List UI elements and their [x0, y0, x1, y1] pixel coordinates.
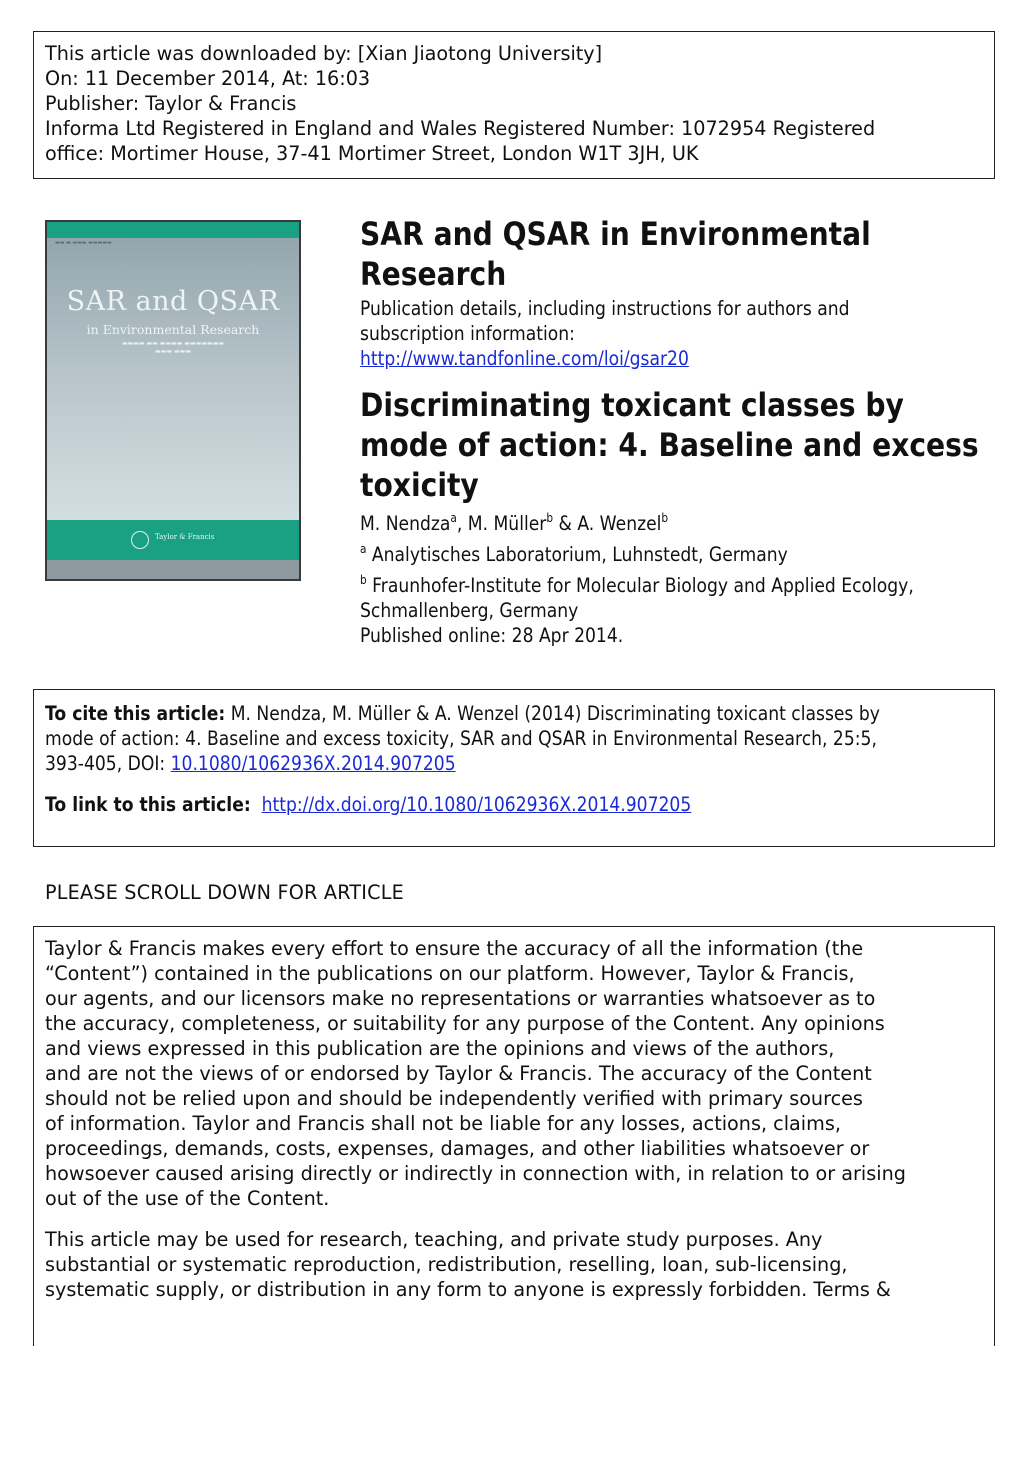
cover-issue-text: ▬▬ ▬ ▬▬▬ ▬▬▬▬▬ [55, 240, 112, 246]
article-title: Discriminating toxicant classes by mode of action: 4. Baseline and excess toxicity [360, 386, 979, 504]
author-name: , M. Müller [456, 512, 547, 535]
affil-text: Schmallenberg, Germany [360, 599, 579, 622]
cover-top-band [47, 222, 299, 238]
citation-box [33, 689, 995, 847]
journal-title: SAR and QSAR in Environmental Research [360, 215, 871, 293]
cite-text: 393-405, DOI: [45, 752, 171, 775]
author-name: & A. Wenzel [553, 512, 662, 535]
author-list [360, 511, 994, 536]
publisher-logo-icon [131, 531, 149, 549]
download-line: Publisher: Taylor & Francis [45, 92, 297, 115]
author-affil-sup: a [450, 511, 457, 525]
cover-bottom-band [47, 520, 299, 560]
disclaimer-box [33, 926, 995, 1346]
cover-publisher: Taylor & Francis [155, 533, 215, 541]
details-line: subscription information: [360, 322, 575, 345]
article-url-link[interactable]: http://dx.doi.org/10.1080/1062936X.2014.907205 [261, 793, 692, 816]
details-line: Publication details, including instructions for authors and [360, 297, 850, 320]
download-line: Informa Ltd Registered in England and Wales Registered Number: 1072954 Registered [45, 117, 876, 140]
article-link-row [45, 792, 978, 817]
author-affil-sup: b [661, 511, 669, 525]
download-line: This article was downloaded by: [Xian Jiaotong University] [45, 42, 603, 65]
published-date: Published online: 28 Apr 2014. [360, 624, 624, 647]
affil-sup: a [360, 542, 367, 556]
doi-link[interactable]: 10.1080/1062936X.2014.907205 [170, 752, 456, 775]
download-info-box [33, 31, 995, 179]
cite-text: M. Nendza, M. Müller & A. Wenzel (2014) Discriminating toxicant classes by [225, 702, 880, 725]
affil-text: Analytisches Laboratorium, Luhnstedt, Germany [366, 543, 788, 566]
author-affil-sup: b [546, 511, 554, 525]
authors-block [360, 511, 994, 648]
publication-details [360, 296, 994, 371]
cover-base-band [47, 560, 299, 581]
cover-subtitle: in Environmental Research [86, 322, 260, 337]
affil-sup: b [360, 573, 367, 587]
disclaimer-paragraph: Taylor & Francis makes every effort to ensure the accuracy of all the information (the “Content”) contained in the publications on our platform. However, Taylor & Francis, our agents, and our licensors make no representations or warranties whatsoever as to the accuracy, completeness, or suitability for any purpose of the Content. Any opinions and views expressed in this publication are the opinions and views of the authors, and are not the views of or endorsed by Taylor & Francis. The accuracy of the Content should not be relied upon and should be independently verified with primary sources of information. Taylor and Francis shall not be liable for any losses, actions, claims, proceedings, demands, costs, expenses, damages, and other liabilities whatsoever or howsoever caused arising directly or indirectly in connection with, in relation to or arising out of the use of the Content. [45, 937, 906, 1210]
download-line: office: Mortimer House, 37-41 Mortimer Street, London W1T 3JH, UK [45, 142, 699, 165]
download-line: On: 11 December 2014, At: 16:03 [45, 67, 371, 90]
author-name: M. Nendza [360, 512, 451, 535]
cite-label: To cite this article: [45, 702, 226, 725]
affil-text: Fraunhofer-Institute for Molecular Biology and Applied Ecology, [366, 574, 914, 597]
journal-cover-image [45, 220, 301, 581]
affiliation-a [360, 542, 994, 567]
journal-url-link[interactable]: http://www.tandfonline.com/loi/gsar20 [360, 347, 689, 370]
affiliation-b [360, 573, 994, 598]
cover-title: SAR and QSAR [66, 286, 280, 317]
citation-text [45, 701, 978, 726]
disclaimer-paragraph: This article may be used for research, teaching, and private study purposes. Any substantial or systematic reproduction, redistribution, reselling, loan, sub-licensing, systematic supply, or distribution in any form to anyone is expressly forbidden. Terms & [45, 1228, 891, 1301]
cite-text: mode of action: 4. Baseline and excess toxicity, SAR and QSAR in Environmental Research, 25:5, [45, 727, 877, 750]
cover-editors-text: ▬▬▬▬ ▬▬ ▬▬▬▬ ▬▬▬▬▬▬▬ ▬▬▬ ▬▬▬ [121, 340, 225, 355]
link-label: To link to this article: [45, 793, 251, 816]
citation-doi-line [45, 751, 978, 776]
scroll-down-notice: PLEASE SCROLL DOWN FOR ARTICLE [45, 881, 404, 904]
